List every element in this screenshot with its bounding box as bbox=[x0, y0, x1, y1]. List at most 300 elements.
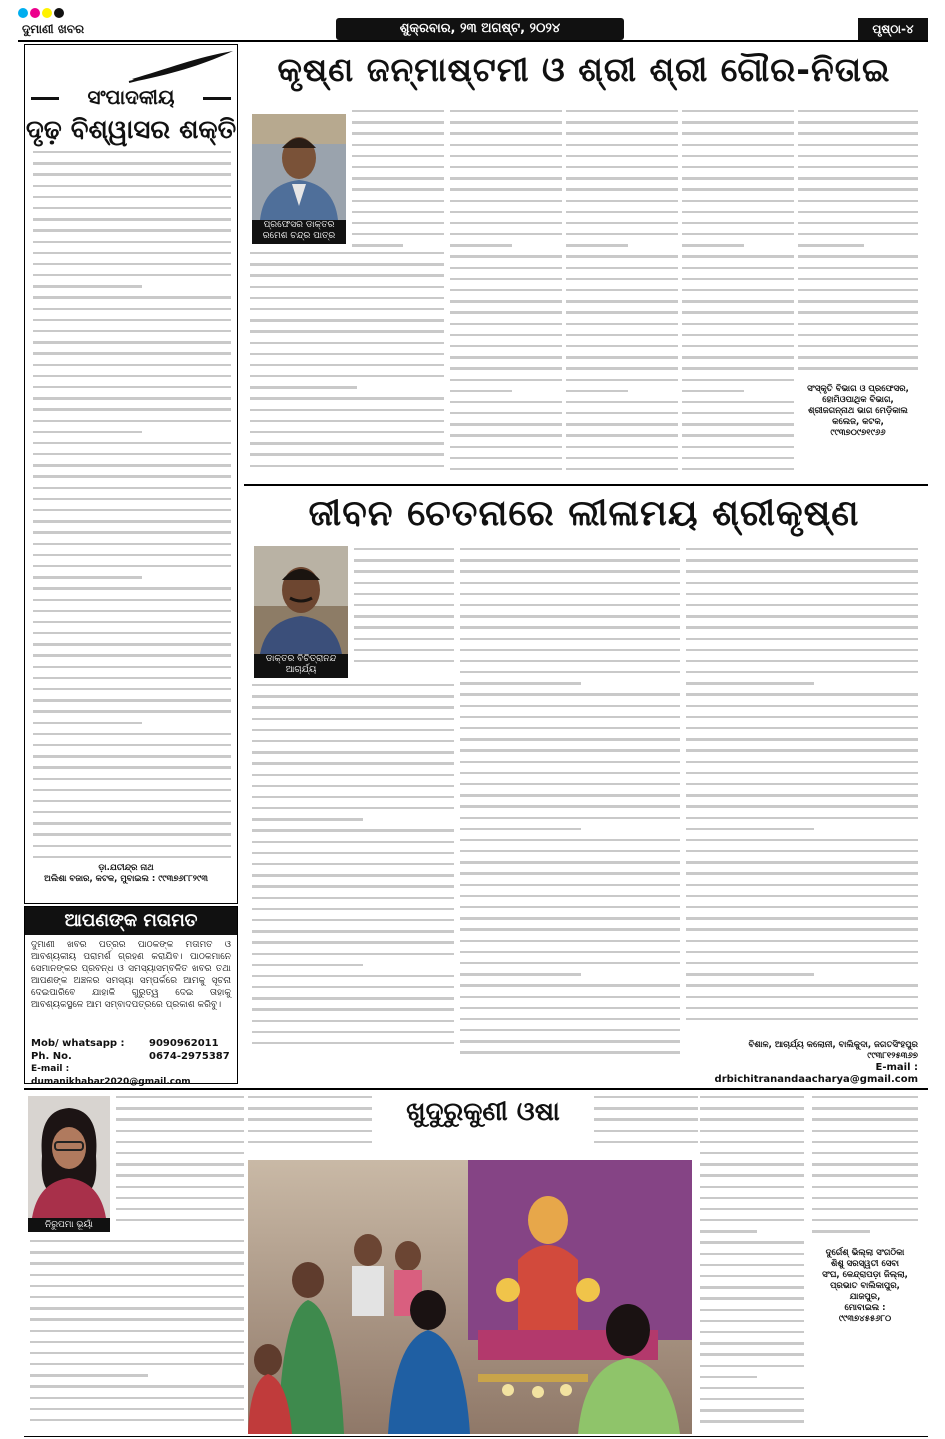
text-line bbox=[354, 559, 454, 561]
text-line bbox=[33, 621, 231, 623]
text-line bbox=[700, 1309, 804, 1311]
text-line bbox=[354, 638, 454, 640]
text-line bbox=[33, 509, 231, 511]
text-line bbox=[450, 468, 562, 470]
text-line bbox=[30, 1307, 244, 1309]
text-line bbox=[460, 727, 680, 729]
text-line bbox=[250, 386, 357, 388]
text-line bbox=[686, 850, 918, 852]
text-line bbox=[798, 300, 918, 302]
text-line bbox=[682, 446, 794, 448]
text-line bbox=[33, 845, 231, 847]
email-address: dumanikhabar2020@gmail.com bbox=[31, 1077, 191, 1087]
text-line bbox=[33, 498, 231, 500]
text-line bbox=[566, 434, 678, 436]
text-line bbox=[250, 263, 444, 265]
text-line bbox=[252, 718, 454, 720]
text-line bbox=[460, 660, 680, 662]
article1-col2 bbox=[450, 110, 562, 480]
text-line bbox=[700, 1365, 804, 1367]
text-line bbox=[352, 177, 444, 179]
text-line bbox=[450, 132, 562, 134]
text-line bbox=[33, 352, 231, 354]
text-line bbox=[252, 762, 454, 764]
text-line bbox=[460, 570, 680, 572]
text-line bbox=[33, 565, 231, 567]
text-line bbox=[460, 626, 680, 628]
text-line bbox=[686, 861, 918, 863]
text-line bbox=[566, 177, 678, 179]
text-line bbox=[33, 755, 231, 757]
text-line bbox=[450, 446, 562, 448]
text-line bbox=[798, 367, 918, 369]
text-line bbox=[700, 1398, 804, 1400]
text-line bbox=[566, 244, 628, 246]
text-line bbox=[30, 1285, 244, 1287]
text-line bbox=[33, 632, 231, 634]
text-line bbox=[252, 986, 454, 988]
text-line bbox=[33, 587, 231, 589]
text-line bbox=[450, 379, 562, 381]
text-line bbox=[354, 548, 454, 550]
text-line bbox=[682, 390, 744, 392]
text-line bbox=[686, 951, 918, 953]
article2-email bbox=[686, 1062, 918, 1086]
text-line bbox=[30, 1318, 244, 1320]
text-line bbox=[33, 856, 231, 858]
text-line bbox=[250, 353, 444, 355]
article1-author-photo bbox=[252, 114, 346, 220]
text-line bbox=[812, 1208, 918, 1210]
text-line bbox=[460, 749, 680, 751]
text-line bbox=[566, 255, 678, 257]
text-line bbox=[116, 1141, 244, 1143]
text-line bbox=[686, 671, 918, 673]
text-line bbox=[352, 121, 444, 123]
text-line bbox=[252, 997, 454, 999]
text-line bbox=[686, 839, 918, 841]
text-line bbox=[566, 457, 678, 459]
text-line bbox=[33, 677, 231, 679]
text-line bbox=[686, 604, 918, 606]
text-line bbox=[812, 1219, 918, 1221]
text-line bbox=[33, 173, 231, 175]
text-line bbox=[566, 367, 678, 369]
text-line bbox=[682, 200, 794, 202]
text-line bbox=[30, 1262, 244, 1264]
text-line bbox=[248, 1096, 372, 1098]
text-line bbox=[460, 705, 680, 707]
text-line bbox=[594, 1107, 698, 1109]
text-line bbox=[30, 1408, 244, 1410]
text-line bbox=[252, 897, 454, 899]
text-line bbox=[252, 885, 454, 887]
text-line bbox=[33, 431, 142, 433]
text-line bbox=[30, 1385, 244, 1387]
text-line bbox=[450, 345, 562, 347]
article3-col2-top bbox=[248, 1096, 372, 1156]
article2-email-label: E-mail : bbox=[875, 1062, 918, 1073]
text-line bbox=[460, 817, 680, 819]
text-line bbox=[460, 604, 680, 606]
text-line bbox=[450, 334, 562, 336]
text-line bbox=[460, 984, 680, 986]
text-line bbox=[450, 222, 562, 224]
text-line bbox=[250, 308, 444, 310]
text-line bbox=[812, 1130, 918, 1132]
text-line bbox=[798, 311, 918, 313]
mob-number: 9090962011 bbox=[149, 1038, 219, 1049]
cmyk-logo bbox=[18, 8, 66, 21]
article2-col2 bbox=[460, 548, 680, 1064]
text-line bbox=[30, 1251, 244, 1253]
article2-author-photo bbox=[254, 546, 348, 654]
text-line bbox=[252, 1031, 454, 1033]
text-line bbox=[450, 121, 562, 123]
text-line bbox=[250, 297, 444, 299]
text-line bbox=[798, 244, 864, 246]
issue-date: ଶୁକ୍ରବାର, ୨୩ ଅଗଷ୍ଟ, ୨୦୨୪ bbox=[336, 18, 624, 40]
text-line bbox=[450, 267, 562, 269]
text-line bbox=[460, 996, 680, 998]
text-line bbox=[33, 576, 142, 578]
text-line bbox=[700, 1197, 804, 1199]
article3-author-info: ଦୁର୍ଗେଶ୍ ଭିଲ୍ଲା ସଂଗଠିକା ଶିଶୁ ସରସ୍ୱତୀ ସେବା ସଂଘ, କେନ୍ଦ୍ରାପଡ଼ା ଜିଲ୍ଲା, ପ୍ରଭାତ ବାଲିକାପୁର, ଯାଜପୁର, ମୋବାଇଲ : ୯୯୩୭୪୫୫୬୮୦ bbox=[822, 1248, 908, 1324]
text-line bbox=[450, 188, 562, 190]
text-line bbox=[252, 863, 454, 865]
text-line bbox=[682, 289, 794, 291]
text-line bbox=[812, 1230, 870, 1232]
text-line bbox=[450, 423, 562, 425]
text-line bbox=[686, 973, 814, 975]
text-line bbox=[116, 1152, 244, 1154]
phone-number: 0674-2975387 bbox=[149, 1051, 230, 1062]
text-line bbox=[252, 729, 454, 731]
article3-col5 bbox=[812, 1096, 918, 1244]
text-line bbox=[682, 144, 794, 146]
text-line bbox=[33, 531, 231, 533]
text-line bbox=[252, 684, 454, 686]
text-line bbox=[450, 144, 562, 146]
text-line bbox=[352, 155, 444, 157]
article2-email-address: drbichitranandaacharya@gmail.com bbox=[714, 1074, 918, 1085]
text-line bbox=[798, 267, 918, 269]
editorial-column bbox=[24, 44, 238, 904]
text-line bbox=[33, 375, 231, 377]
text-line bbox=[682, 177, 794, 179]
text-line bbox=[460, 716, 680, 718]
text-line bbox=[460, 850, 680, 852]
text-line bbox=[682, 132, 794, 134]
text-line bbox=[33, 822, 231, 824]
article2-col1-top bbox=[354, 548, 454, 678]
text-line bbox=[686, 928, 918, 930]
text-line bbox=[450, 278, 562, 280]
text-line bbox=[252, 874, 454, 876]
text-line bbox=[33, 319, 231, 321]
text-line bbox=[682, 457, 794, 459]
text-line bbox=[252, 740, 454, 742]
text-line bbox=[33, 722, 142, 724]
text-line bbox=[682, 367, 794, 369]
text-line bbox=[798, 144, 918, 146]
text-line bbox=[460, 805, 680, 807]
text-line bbox=[566, 121, 678, 123]
text-line bbox=[252, 1042, 454, 1044]
phone-label: Ph. No. bbox=[31, 1051, 72, 1062]
text-line bbox=[682, 379, 794, 381]
text-line bbox=[686, 570, 918, 572]
text-line bbox=[450, 434, 562, 436]
text-line bbox=[686, 761, 918, 763]
text-line bbox=[798, 289, 918, 291]
text-line bbox=[566, 267, 678, 269]
text-line bbox=[354, 604, 454, 606]
text-line bbox=[33, 229, 231, 231]
text-line bbox=[682, 121, 794, 123]
text-line bbox=[33, 811, 231, 813]
text-line bbox=[450, 255, 562, 257]
article2-author-info: ବିଶାଳ, ଆଚାର୍ଯ୍ୟ କଲୋନୀ, ବାଲିକୁଦା, ଜଗତସିଂହପୁର ୯୯୩୮୧୨୫୩୬୭ bbox=[748, 1040, 918, 1061]
text-line bbox=[798, 222, 918, 224]
text-line bbox=[252, 852, 454, 854]
text-line bbox=[566, 233, 678, 235]
text-line bbox=[252, 908, 454, 910]
text-line bbox=[700, 1320, 804, 1322]
text-line bbox=[460, 638, 680, 640]
text-line bbox=[460, 951, 680, 953]
article1-photo-caption: ପ୍ରଫେସର ଡାକ୍ତର ରମେଶ ଚନ୍ଦ୍ର ପାତ୍ର bbox=[252, 220, 346, 244]
text-line bbox=[686, 817, 918, 819]
editorial-title: ଦୃଢ଼ ବିଶ୍ୱାସର ଶକ୍ତି bbox=[25, 115, 237, 145]
text-line bbox=[33, 151, 231, 153]
text-line bbox=[798, 110, 918, 112]
text-line bbox=[30, 1397, 244, 1399]
text-line bbox=[682, 300, 794, 302]
text-line bbox=[700, 1275, 804, 1277]
text-line bbox=[566, 412, 678, 414]
text-line bbox=[33, 520, 231, 522]
text-line bbox=[700, 1219, 804, 1221]
text-line bbox=[354, 570, 454, 572]
text-line bbox=[250, 420, 444, 422]
text-line bbox=[33, 654, 231, 656]
text-line bbox=[450, 412, 562, 414]
text-line bbox=[686, 660, 918, 662]
text-line bbox=[566, 200, 678, 202]
text-line bbox=[566, 155, 678, 157]
text-line bbox=[566, 278, 678, 280]
text-line bbox=[682, 233, 794, 235]
text-line bbox=[686, 626, 918, 628]
text-line bbox=[450, 177, 562, 179]
text-line bbox=[798, 323, 918, 325]
text-line bbox=[248, 1118, 372, 1120]
text-line bbox=[33, 699, 231, 701]
text-line bbox=[250, 442, 444, 444]
text-line bbox=[460, 1018, 680, 1020]
text-line bbox=[460, 839, 680, 841]
article3-puja-photo bbox=[248, 1160, 692, 1434]
text-line bbox=[682, 110, 794, 112]
text-line bbox=[594, 1096, 698, 1098]
text-line bbox=[700, 1253, 804, 1255]
text-line bbox=[686, 693, 918, 695]
editorial-section-label: ସଂପାଦକୀୟ bbox=[87, 85, 175, 109]
text-line bbox=[450, 356, 562, 358]
text-line bbox=[566, 132, 678, 134]
text-line bbox=[566, 110, 678, 112]
text-line bbox=[252, 941, 454, 943]
article1-col5 bbox=[798, 110, 918, 380]
text-line bbox=[450, 211, 562, 213]
text-line bbox=[354, 626, 454, 628]
text-line bbox=[686, 940, 918, 942]
text-line bbox=[252, 796, 454, 798]
text-line bbox=[700, 1342, 804, 1344]
text-line bbox=[30, 1352, 244, 1354]
text-line bbox=[33, 442, 231, 444]
text-line bbox=[450, 390, 512, 392]
text-line bbox=[460, 671, 680, 673]
text-line bbox=[566, 222, 678, 224]
text-line bbox=[354, 615, 454, 617]
text-line bbox=[250, 453, 444, 455]
text-line bbox=[352, 144, 444, 146]
text-line bbox=[812, 1186, 918, 1188]
text-line bbox=[30, 1363, 244, 1365]
article3-author-photo bbox=[28, 1096, 110, 1218]
text-line bbox=[682, 401, 794, 403]
text-line bbox=[798, 132, 918, 134]
article2-photo-caption: ଡାକ୍ତର ବିଚିତ୍ରାନନ୍ଦ ଆଚାର୍ଯ୍ୟ bbox=[254, 654, 348, 678]
text-line bbox=[700, 1409, 804, 1411]
text-line bbox=[252, 1020, 454, 1022]
text-line bbox=[354, 593, 454, 595]
text-line bbox=[460, 895, 680, 897]
text-line bbox=[33, 308, 231, 310]
text-line bbox=[450, 367, 562, 369]
text-line bbox=[250, 431, 444, 433]
text-line bbox=[460, 872, 680, 874]
text-line bbox=[252, 975, 454, 977]
text-line bbox=[450, 401, 562, 403]
text-line bbox=[33, 341, 231, 343]
article2-col3 bbox=[686, 548, 918, 1038]
text-line bbox=[700, 1230, 757, 1232]
text-line bbox=[252, 807, 454, 809]
text-line bbox=[33, 833, 231, 835]
text-line bbox=[700, 1107, 804, 1109]
text-line bbox=[682, 188, 794, 190]
text-line bbox=[682, 267, 794, 269]
text-line bbox=[686, 727, 918, 729]
text-line bbox=[700, 1186, 804, 1188]
text-line bbox=[33, 643, 231, 645]
text-line bbox=[33, 766, 231, 768]
text-line bbox=[686, 984, 918, 986]
text-line bbox=[682, 311, 794, 313]
text-line bbox=[682, 356, 794, 358]
text-line bbox=[700, 1264, 804, 1266]
text-line bbox=[252, 829, 454, 831]
text-line bbox=[686, 772, 918, 774]
text-line bbox=[682, 166, 794, 168]
text-line bbox=[566, 379, 678, 381]
text-line bbox=[116, 1096, 244, 1098]
article1-title: କୃଷ୍ଣ ଜନ୍ମାଷ୍ଟମୀ ଓ ଶ୍ରୀ ଶ୍ରୀ ଗୌର-ନିତାଇ bbox=[277, 50, 891, 89]
text-line bbox=[352, 233, 444, 235]
text-line bbox=[460, 917, 680, 919]
text-line bbox=[252, 919, 454, 921]
text-line bbox=[566, 401, 678, 403]
text-line bbox=[682, 323, 794, 325]
text-line bbox=[30, 1341, 244, 1343]
text-line bbox=[686, 828, 814, 830]
text-line bbox=[450, 323, 562, 325]
text-line bbox=[566, 468, 678, 470]
text-line bbox=[798, 121, 918, 123]
text-line bbox=[566, 300, 678, 302]
text-line bbox=[700, 1387, 804, 1389]
text-line bbox=[252, 706, 454, 708]
text-line bbox=[686, 962, 918, 964]
text-line bbox=[682, 334, 794, 336]
text-line bbox=[686, 1018, 918, 1020]
text-line bbox=[460, 1029, 680, 1031]
text-line bbox=[798, 345, 918, 347]
text-line bbox=[460, 1040, 680, 1042]
text-line bbox=[812, 1163, 918, 1165]
text-line bbox=[252, 695, 454, 697]
mob-label: Mob/ whatsapp : bbox=[31, 1038, 125, 1049]
text-line bbox=[566, 144, 678, 146]
text-line bbox=[812, 1107, 918, 1109]
text-line bbox=[33, 599, 231, 601]
text-line bbox=[686, 738, 918, 740]
text-line bbox=[566, 423, 678, 425]
text-line bbox=[686, 884, 918, 886]
text-line bbox=[798, 177, 918, 179]
text-line bbox=[460, 693, 680, 695]
text-line bbox=[30, 1274, 244, 1276]
text-line bbox=[460, 861, 680, 863]
text-line bbox=[116, 1174, 244, 1176]
page-number: ପୃଷ୍ଠା-୪ bbox=[858, 18, 928, 40]
text-line bbox=[33, 420, 231, 422]
text-line bbox=[33, 543, 231, 545]
text-line bbox=[33, 800, 231, 802]
text-line bbox=[250, 342, 444, 344]
text-line bbox=[566, 356, 678, 358]
text-line bbox=[33, 744, 231, 746]
text-line bbox=[33, 408, 231, 410]
text-line bbox=[460, 649, 680, 651]
text-line bbox=[566, 311, 678, 313]
article3-title: ଖୁଦୁରୁକୁଣୀ ଓଷା bbox=[406, 1097, 560, 1127]
text-line bbox=[798, 233, 918, 235]
text-line bbox=[248, 1141, 372, 1143]
text-line bbox=[352, 110, 444, 112]
text-line bbox=[566, 345, 678, 347]
text-line bbox=[686, 548, 918, 550]
text-line bbox=[352, 188, 444, 190]
text-line bbox=[33, 610, 231, 612]
text-line bbox=[33, 386, 231, 388]
text-line bbox=[566, 188, 678, 190]
text-line bbox=[700, 1208, 804, 1210]
text-line bbox=[250, 409, 444, 411]
